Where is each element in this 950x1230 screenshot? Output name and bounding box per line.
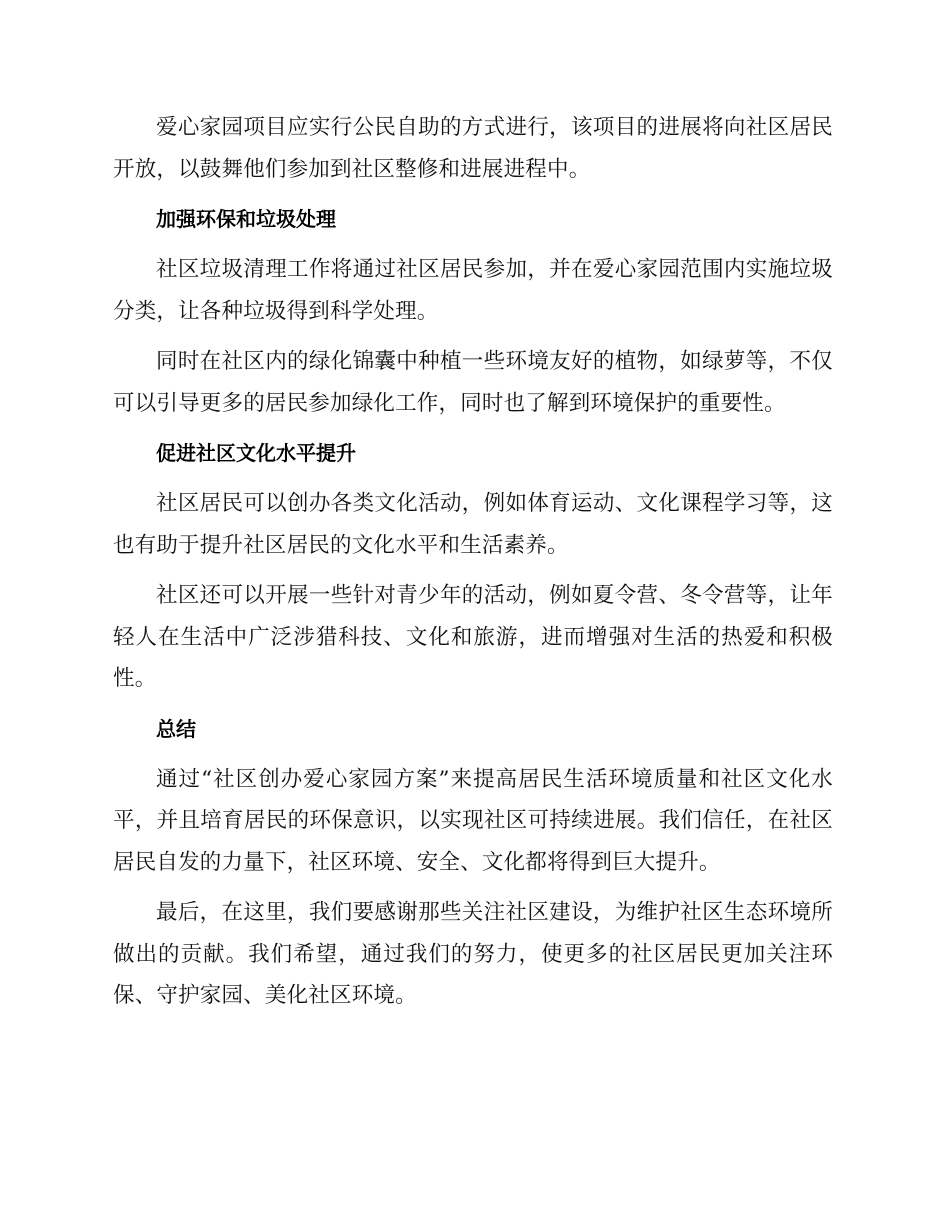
section-heading-culture: 促进社区文化水平提升 xyxy=(156,441,356,465)
paragraph-project-openness: 爱心家园项目应实行公民自助的方式进行，该项目的进展将向社区居民开放，以鼓舞他们参加到社区整修和进展进程中。 xyxy=(113,115,833,182)
section-heading-summary: 总结 xyxy=(156,716,196,741)
paragraph-closing: 最后，在这里，我们要感谢那些关注社区建设，为维护社区生态环境所做出的贡献。我们希望，通过我们的努力，使更多的社区居民更加关注环保、守护家园、美化社区环境。 xyxy=(113,900,833,1008)
paragraph-cultural-activities: 社区居民可以创办各类文化活动，例如体育运动、文化课程学习等，这也有助于提升社区居民的文化水平和生活素养。 xyxy=(113,491,833,558)
paragraph-youth-activities: 社区还可以开展一些针对青少年的活动，例如夏令营、冬令营等，让年轻人在生活中广泛涉猎科技、文化和旅游，进而增强对生活的热爱和积极性。 xyxy=(113,583,833,691)
paragraph-greening: 同时在社区内的绿化锦囊中种植一些环境友好的植物，如绿萝等，不仅可以引导更多的居民参加绿化工作，同时也了解到环境保护的重要性。 xyxy=(113,349,833,416)
document-page xyxy=(113,107,833,1026)
paragraph-summary: 通过“社区创办爱心家园方案”来提高居民生活环境质量和社区文化水平，并且培育居民的环保意识，以实现社区可持续进展。我们信任，在社区居民自发的力量下，社区环境、安全、文化都将得到巨大提升。 xyxy=(113,766,833,875)
paragraph-garbage-sorting: 社区垃圾清理工作将通过社区居民参加，并在爱心家园范围内实施垃圾分类，让各种垃圾得到科学处理。 xyxy=(113,257,833,324)
section-heading-environment: 加强环保和垃圾处理 xyxy=(156,207,336,231)
